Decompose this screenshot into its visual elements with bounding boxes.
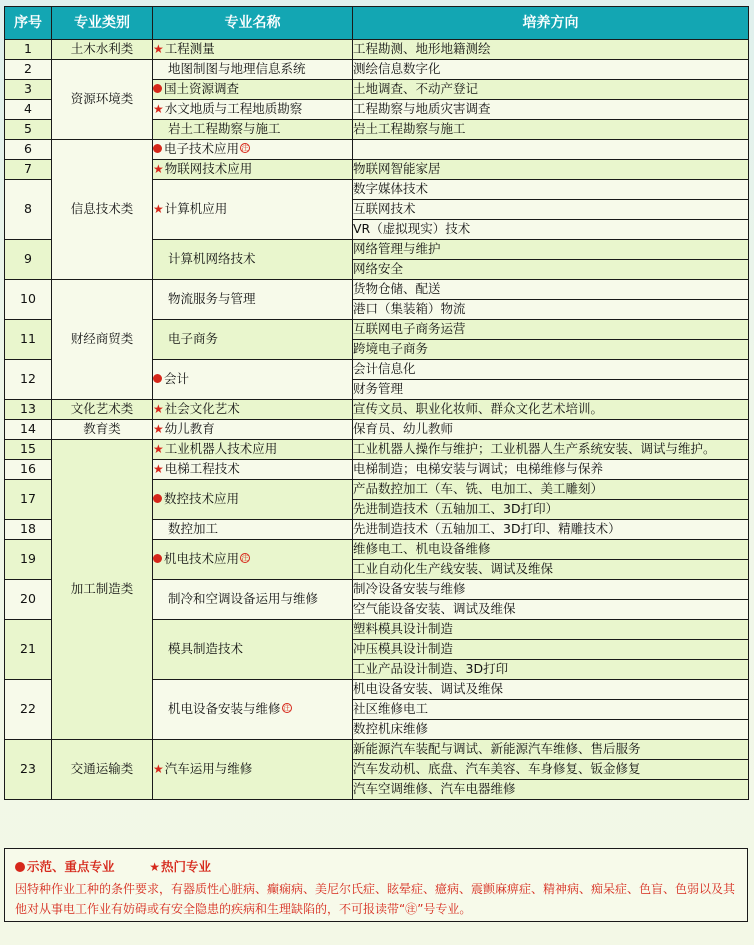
- direction-cell: 土地调查、不动产登记: [353, 80, 749, 100]
- note-mark-icon: 注: [283, 704, 291, 713]
- major-name-cell: [153, 460, 353, 480]
- major-name-cell: [153, 420, 353, 440]
- major-name: 幼儿教育: [164, 421, 215, 437]
- red-star-icon: ★: [153, 762, 164, 777]
- red-dot-icon: [153, 374, 162, 383]
- major-name: 模具制造技术: [168, 641, 244, 657]
- major-name-cell: [153, 740, 353, 800]
- direction-cell: 工程勘察与地质灾害调查: [353, 100, 749, 120]
- major-name: 物流服务与管理: [168, 291, 256, 307]
- row-number: 2: [5, 60, 52, 80]
- category-cell: 交通运输类: [52, 740, 153, 800]
- direction-cell: 社区维修电工: [353, 700, 749, 720]
- red-dot-icon: [15, 862, 25, 872]
- table-header-row: [5, 7, 749, 40]
- direction-cell: 冲压模具设计制造: [353, 640, 749, 660]
- legend-dot-label: 示范、重点专业: [27, 859, 115, 874]
- major-name-cell: [153, 120, 353, 140]
- row-number: 9: [5, 240, 52, 280]
- red-dot-icon: [153, 494, 162, 503]
- major-name-cell: [153, 40, 353, 60]
- major-name: 岩土工程勘察与施工: [168, 121, 281, 137]
- direction-cell: 先进制造技术（五轴加工、3D打印、精雕技术）: [353, 520, 749, 540]
- direction-cell: 电梯制造；电梯安装与调试；电梯维修与保养: [353, 460, 749, 480]
- row-number: 1: [5, 40, 52, 60]
- red-dot-icon: [153, 554, 162, 563]
- direction-cell: 工业产品设计制造、3D打印: [353, 660, 749, 680]
- category-cell: 资源环境类: [52, 60, 153, 140]
- major-name-cell: [153, 480, 353, 520]
- major-name: 机电技术应用: [164, 551, 240, 567]
- row-number: 5: [5, 120, 52, 140]
- major-name: 电子商务: [168, 331, 219, 347]
- major-name: 制冷和空调设备运用与维修: [168, 591, 319, 607]
- major-name: 工业机器人技术应用: [164, 441, 278, 457]
- legend-star-label: 热门专业: [161, 859, 212, 874]
- major-name: 数控技术应用: [164, 491, 240, 507]
- red-star-icon: ★: [153, 42, 164, 57]
- direction-cell: 工程勘测、地形地籍测绘: [353, 40, 749, 60]
- category-cell: 信息技术类: [52, 140, 153, 280]
- direction-cell: 汽车空调维修、汽车电器维修: [353, 780, 749, 800]
- major-name: 机电设备安装与维修: [168, 701, 281, 717]
- major-name-cell: [153, 520, 353, 540]
- major-name-cell: [153, 60, 353, 80]
- major-name: 汽车运用与维修: [164, 761, 253, 777]
- red-star-icon: ★: [153, 442, 164, 457]
- row-number: 17: [5, 480, 52, 520]
- row-number: 22: [5, 680, 52, 740]
- category-cell: 财经商贸类: [52, 280, 153, 400]
- direction-cell: 汽车发动机、底盘、汽车美容、车身修复、钣金修复: [353, 760, 749, 780]
- red-star-icon: ★: [153, 102, 164, 117]
- major-name: 水文地质与工程地质勘察: [164, 101, 303, 117]
- note-mark-icon: 注: [241, 144, 249, 153]
- direction-cell: 先进制造技术（五轴加工、3D打印）: [353, 500, 749, 520]
- row-number: 16: [5, 460, 52, 480]
- row-number: 7: [5, 160, 52, 180]
- row-number: 19: [5, 540, 52, 580]
- major-name-cell: [153, 540, 353, 580]
- header-no: 序号: [5, 7, 52, 40]
- category-cell: 土木水利类: [52, 40, 153, 60]
- red-star-icon: ★: [153, 422, 164, 437]
- direction-cell: 保育员、幼儿教师: [353, 420, 749, 440]
- direction-cell: 网络安全: [353, 260, 749, 280]
- note-mark-icon: 注: [241, 554, 249, 563]
- row-number: 12: [5, 360, 52, 400]
- major-name: 会计: [164, 371, 190, 387]
- table-row: [5, 40, 749, 60]
- row-number: 14: [5, 420, 52, 440]
- direction-cell: 物联网智能家居: [353, 160, 749, 180]
- major-name-cell: [153, 620, 353, 680]
- direction-cell: 港口（集装箱）物流: [353, 300, 749, 320]
- direction-cell: 测绘信息数字化: [353, 60, 749, 80]
- direction-cell: 互联网技术: [353, 200, 749, 220]
- red-star-icon: ★: [149, 860, 160, 874]
- red-dot-icon: [153, 144, 162, 153]
- major-name: 电梯工程技术: [164, 461, 240, 477]
- table-row: [5, 740, 749, 760]
- table-row: [5, 280, 749, 300]
- eligibility-note: 因特种作业工种的条件要求，有器质性心脏病、癫痫病、美尼尔氏症、眩晕症、癔病、震颤麻痹症、精神病、痴呆症、色盲、色弱以及其他对从事电工作业有妨碍或有安全隐患的疾病和生理缺陷的，不可报读带“㊟”号专业。: [15, 882, 736, 916]
- row-number: 3: [5, 80, 52, 100]
- header-name: 专业名称: [153, 7, 353, 40]
- table-body: [5, 40, 749, 800]
- category-cell: 文化艺术类: [52, 400, 153, 420]
- legend: [15, 857, 211, 875]
- major-table: [4, 6, 749, 800]
- row-number: 23: [5, 740, 52, 800]
- direction-cell: 互联网电子商务运营: [353, 320, 749, 340]
- category-cell: 加工制造类: [52, 440, 153, 740]
- major-name: 计算机网络技术: [168, 251, 256, 267]
- major-name-cell: [153, 80, 353, 100]
- direction-cell: 岩土工程勘察与施工: [353, 120, 749, 140]
- direction-cell: 网络管理与维护: [353, 240, 749, 260]
- direction-cell: 财务管理: [353, 380, 749, 400]
- direction-cell: 会计信息化: [353, 360, 749, 380]
- major-name: 国土资源调查: [164, 81, 240, 97]
- direction-cell: 工业机器人操作与维护；工业机器人生产系统安装、调试与维护。: [353, 440, 749, 460]
- major-name: 地图制图与地理信息系统: [168, 61, 306, 77]
- table-row: [5, 400, 749, 420]
- row-number: 10: [5, 280, 52, 320]
- direction-cell: 制冷设备安装与维修: [353, 580, 749, 600]
- row-number: 13: [5, 400, 52, 420]
- table-row: [5, 60, 749, 80]
- table-row: [5, 140, 749, 160]
- major-name: 电子技术应用: [164, 141, 240, 157]
- notes-box: [4, 848, 748, 922]
- red-star-icon: ★: [153, 162, 164, 177]
- row-number: 20: [5, 580, 52, 620]
- table-row: [5, 420, 749, 440]
- major-name: 工程测量: [164, 41, 215, 57]
- direction-cell: 空气能设备安装、调试及维保: [353, 600, 749, 620]
- major-name-cell: [153, 280, 353, 320]
- row-number: 18: [5, 520, 52, 540]
- header-direction: 培养方向: [353, 7, 749, 40]
- major-name: 物联网技术应用: [164, 161, 253, 177]
- major-name-cell: [153, 680, 353, 740]
- major-name-cell: [153, 140, 353, 160]
- table-row: [5, 440, 749, 460]
- direction-cell: 新能源汽车装配与调试、新能源汽车维修、售后服务: [353, 740, 749, 760]
- direction-cell: 工业自动化生产线安装、调试及维保: [353, 560, 749, 580]
- red-dot-icon: [153, 84, 162, 93]
- category-cell: 教育类: [52, 420, 153, 440]
- red-star-icon: ★: [153, 462, 164, 477]
- direction-cell: 塑料模具设计制造: [353, 620, 749, 640]
- direction-cell: [353, 140, 749, 160]
- direction-cell: 宣传文员、职业化妆师、群众文化艺术培训。: [353, 400, 749, 420]
- major-name-cell: [153, 360, 353, 400]
- major-name: 计算机应用: [164, 201, 228, 217]
- header-category: 专业类别: [52, 7, 153, 40]
- major-name-cell: [153, 180, 353, 240]
- direction-cell: 数字媒体技术: [353, 180, 749, 200]
- major-name: 社会文化艺术: [164, 401, 240, 417]
- red-star-icon: ★: [153, 202, 164, 217]
- direction-cell: 维修电工、机电设备维修: [353, 540, 749, 560]
- major-name-cell: [153, 400, 353, 420]
- row-number: 8: [5, 180, 52, 240]
- direction-cell: 产品数控加工（车、铣、电加工、美工雕刻）: [353, 480, 749, 500]
- major-name: 数控加工: [168, 521, 219, 537]
- row-number: 6: [5, 140, 52, 160]
- row-number: 15: [5, 440, 52, 460]
- major-name-cell: [153, 240, 353, 280]
- direction-cell: 数控机床维修: [353, 720, 749, 740]
- row-number: 4: [5, 100, 52, 120]
- direction-cell: VR（虚拟现实）技术: [353, 220, 749, 240]
- direction-cell: 跨境电子商务: [353, 340, 749, 360]
- major-name-cell: [153, 580, 353, 620]
- row-number: 21: [5, 620, 52, 680]
- major-name-cell: [153, 440, 353, 460]
- major-name-cell: [153, 160, 353, 180]
- major-name-cell: [153, 320, 353, 360]
- direction-cell: 货物仓储、配送: [353, 280, 749, 300]
- row-number: 11: [5, 320, 52, 360]
- red-star-icon: ★: [153, 402, 164, 417]
- major-name-cell: [153, 100, 353, 120]
- direction-cell: 机电设备安装、调试及维保: [353, 680, 749, 700]
